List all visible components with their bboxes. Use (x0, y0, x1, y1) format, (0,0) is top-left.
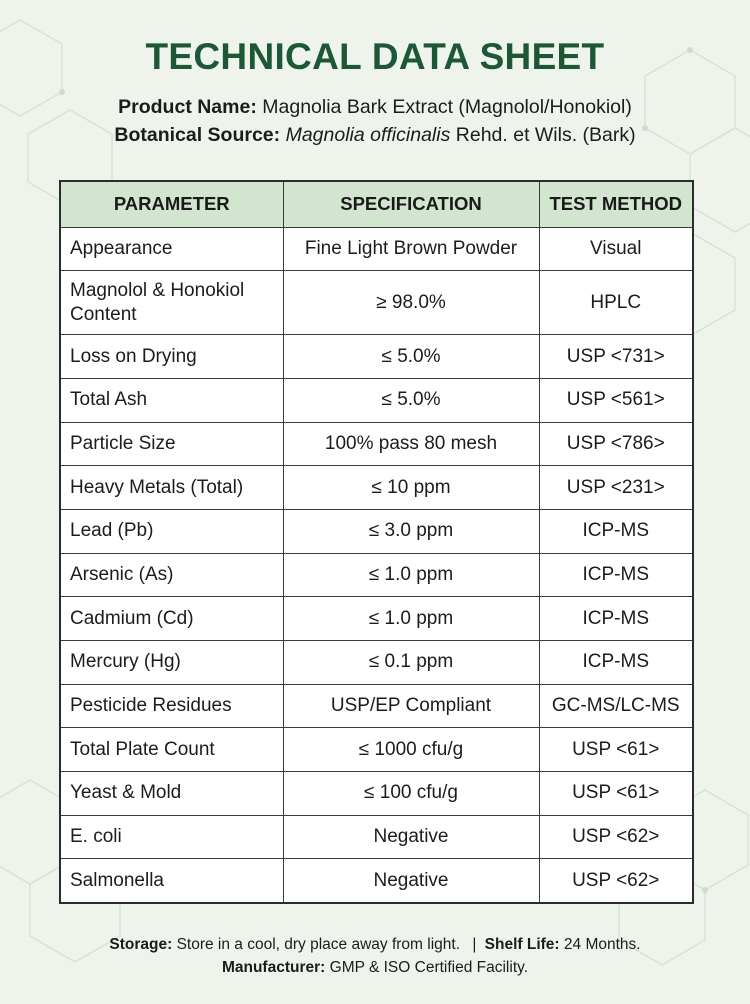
table-row (60, 772, 693, 816)
method-cell: GC-MS/LC-MS (539, 684, 693, 728)
manufacturer-label: Manufacturer: (221, 959, 326, 976)
parameter-cell: Particle Size (60, 422, 283, 466)
specification-cell: USP/EP Compliant (283, 684, 539, 728)
specification-cell: ≤ 1000 cfu/g (283, 728, 539, 772)
table-row (60, 859, 693, 903)
specification-cell: ≤ 0.1 ppm (283, 641, 539, 685)
parameter-cell: Pesticide Residues (60, 684, 283, 728)
method-cell: Visual (539, 227, 693, 271)
table-header-row (60, 181, 693, 227)
specification-cell: Negative (283, 859, 539, 903)
method-cell: USP <231> (539, 466, 693, 510)
method-cell: ICP-MS (539, 641, 693, 685)
specification-cell: ≤ 5.0% (283, 378, 539, 422)
parameter-cell: Appearance (60, 227, 283, 271)
method-cell: ICP-MS (539, 597, 693, 641)
method-cell: ICP-MS (539, 553, 693, 597)
product-name-line (0, 96, 750, 119)
specification-cell: ≥ 98.0% (283, 271, 539, 335)
parameter-cell: Total Plate Count (60, 728, 283, 772)
specification-cell: 100% pass 80 mesh (283, 422, 539, 466)
specification-cell: Negative (283, 815, 539, 859)
table-row (60, 728, 693, 772)
table-row (60, 335, 693, 379)
method-cell: HPLC (539, 271, 693, 335)
spec-table (59, 180, 694, 904)
manufacturer-line (0, 959, 750, 977)
table-row (60, 641, 693, 685)
col-header-specification: SPECIFICATION (283, 181, 539, 227)
parameter-cell: Mercury (Hg) (60, 641, 283, 685)
method-cell: USP <786> (539, 422, 693, 466)
specification-cell: Fine Light Brown Powder (283, 227, 539, 271)
specification-cell: ≤ 3.0 ppm (283, 509, 539, 553)
product-name-value: Magnolia Bark Extract (Magnolol/Honokiol) (262, 96, 632, 118)
specification-cell: ≤ 100 cfu/g (283, 772, 539, 816)
parameter-cell: Salmonella (60, 859, 283, 903)
page-title: TECHNICAL DATA SHEET (145, 36, 605, 77)
specification-cell: ≤ 1.0 ppm (283, 597, 539, 641)
parameter-cell: E. coli (60, 815, 283, 859)
table-row (60, 466, 693, 510)
parameter-cell: Magnolol & Honokiol Content (60, 271, 283, 335)
botanical-source-rest: Rehd. et Wils. (Bark) (455, 124, 636, 146)
parameter-cell: Heavy Metals (Total) (60, 466, 283, 510)
parameter-cell: Loss on Drying (60, 335, 283, 379)
parameter-cell: Cadmium (Cd) (60, 597, 283, 641)
table-row (60, 271, 693, 335)
method-cell: USP <61> (539, 728, 693, 772)
method-cell: USP <62> (539, 859, 693, 903)
table-row (60, 227, 693, 271)
specification-cell: ≤ 10 ppm (283, 466, 539, 510)
botanical-source-label: Botanical Source: (114, 124, 281, 146)
parameter-cell: Lead (Pb) (60, 509, 283, 553)
table-row (60, 684, 693, 728)
table-row (60, 597, 693, 641)
table-row (60, 509, 693, 553)
method-cell: USP <62> (539, 815, 693, 859)
shelf-life-label: Shelf Life: (484, 936, 560, 953)
specification-cell: ≤ 1.0 ppm (283, 553, 539, 597)
botanical-source-line (0, 124, 750, 147)
method-cell: USP <561> (539, 378, 693, 422)
parameter-cell: Total Ash (60, 378, 283, 422)
col-header-parameter: PARAMETER (60, 181, 283, 227)
shelf-life-value: 24 Months. (563, 936, 641, 953)
botanical-species: Magnolia officinalis (285, 124, 451, 146)
parameter-cell: Arsenic (As) (60, 553, 283, 597)
method-cell: ICP-MS (539, 509, 693, 553)
footer-separator: | (472, 936, 477, 953)
specification-cell: ≤ 5.0% (283, 335, 539, 379)
table-row (60, 553, 693, 597)
manufacturer-value: GMP & ISO Certified Facility. (329, 959, 529, 976)
table-row (60, 815, 693, 859)
method-cell: USP <61> (539, 772, 693, 816)
method-cell: USP <731> (539, 335, 693, 379)
storage-value: Store in a cool, dry place away from light. (176, 936, 461, 953)
col-header-test-method: TEST METHOD (539, 181, 693, 227)
table-row (60, 422, 693, 466)
table-row (60, 378, 693, 422)
parameter-cell: Yeast & Mold (60, 772, 283, 816)
storage-line (0, 936, 750, 954)
product-name-label: Product Name: (118, 96, 257, 118)
storage-label: Storage: (109, 936, 173, 953)
